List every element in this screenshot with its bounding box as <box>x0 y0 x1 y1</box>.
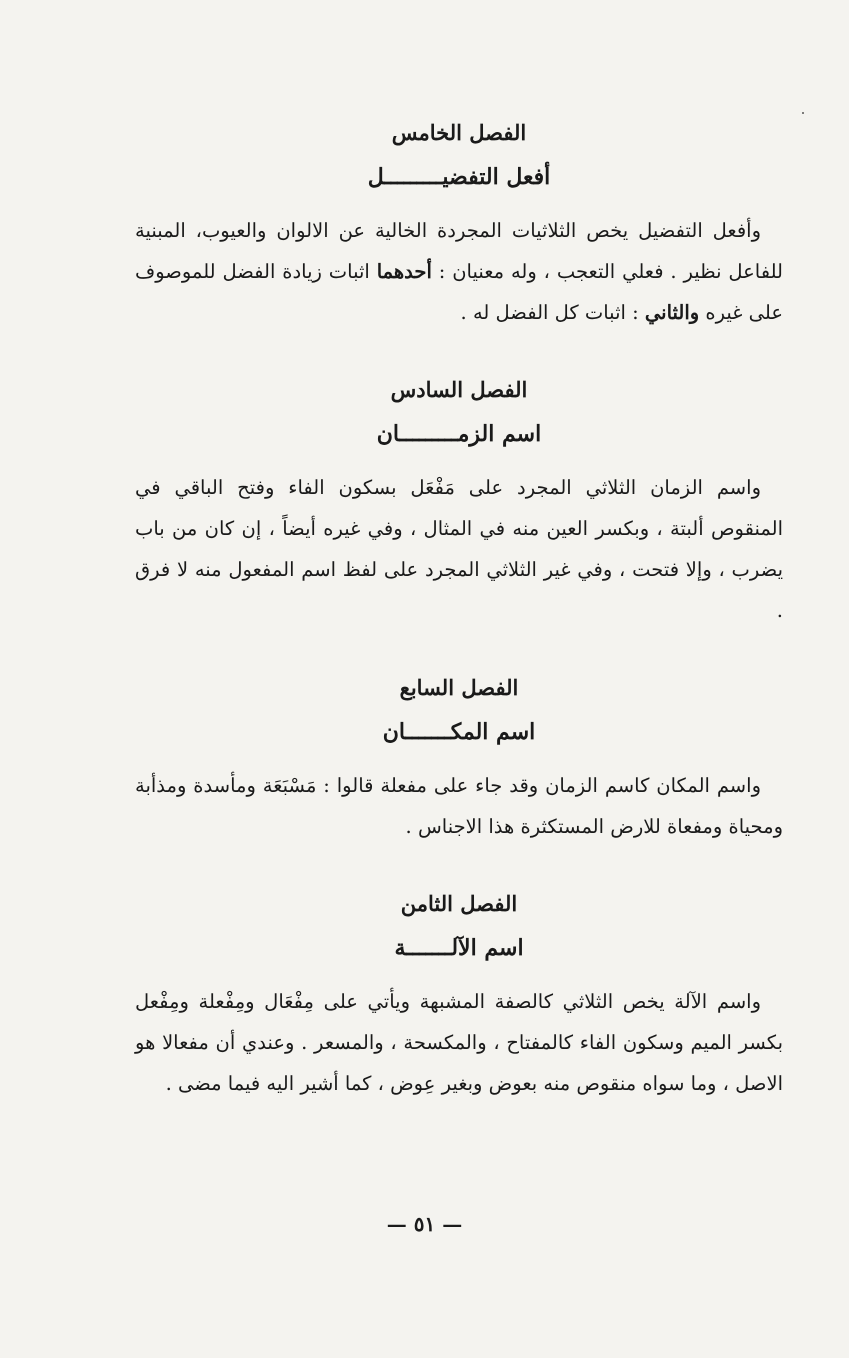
paragraph-text: واسم الزمان الثلاثي المجرد على مَفْعَل بسكون الفاء وفتح الباقي في المنقوص ألبتة ، وبكسر العين منه في المثال ، وفي غيره أيضاً ، إن كان من باب يضرب ، وإلا فتحت ، وفي غير الثلاثي المجرد على لفظ اسم المفعول منه لا فرق . <box>135 476 783 622</box>
section-heading: الفصل السابع <box>399 675 519 700</box>
section-heading: الفصل الخامس <box>391 120 527 145</box>
paper-speck <box>802 112 804 114</box>
paragraph-text: اثبات زيادة الفضل للموصوف على غيره <box>135 260 783 324</box>
page-number: — ٥١ — <box>386 1212 463 1236</box>
section-8 <box>135 889 783 1104</box>
section-heading: الفصل الثامن <box>400 891 518 916</box>
paragraph-text: واسم المكان كاسم الزمان وقد جاء على مفعلة قالوا : مَسْبَعَة ومأسدة ومذأبة ومحياة ومفعاة للارض المستكثرة هذا الاجناس . <box>135 774 783 838</box>
section-paragraph <box>135 467 783 631</box>
section-title: اسم الزمـــــــــان <box>376 421 542 447</box>
section-paragraph <box>135 981 783 1104</box>
paragraph-text: واسم الآلة يخص الثلاثي كالصفة المشبهة ويأتي على مِفْعَال ومِفْعلة ومِفْعل بكسر الميم وسكون الفاء كالمفتاح ، والمكسحة ، والمسعر . وعندي أن مفعالا هو الاصل ، وما سواه منقوص منه بعوض وبغير عِوض ، كما أشير اليه فيما مضى . <box>135 990 783 1095</box>
paragraph-bold-term: أحدهما <box>376 260 432 283</box>
text-column <box>135 118 783 1104</box>
section-6 <box>135 375 783 631</box>
paragraph-text: : اثبات كل الفضل له . <box>460 301 645 324</box>
section-paragraph <box>135 765 783 847</box>
section-title: اسم الآلـــــــة <box>394 935 524 961</box>
paragraph-bold-term: والثاني <box>644 301 700 324</box>
section-heading: الفصل السادس <box>390 377 528 402</box>
section-title: أفعل التفضيـــــــــل <box>367 164 551 190</box>
section-7 <box>135 673 783 847</box>
section-title: اسم المكـــــــان <box>382 719 536 745</box>
section-5 <box>135 118 783 333</box>
section-paragraph <box>135 210 783 333</box>
paragraph-text: وأفعل التفضيل يخص الثلاثيات المجردة الخالية عن الالوان والعيوب، المبنية للفاعل نظير . فعلي التعجب ، وله معنيان : <box>135 219 783 283</box>
